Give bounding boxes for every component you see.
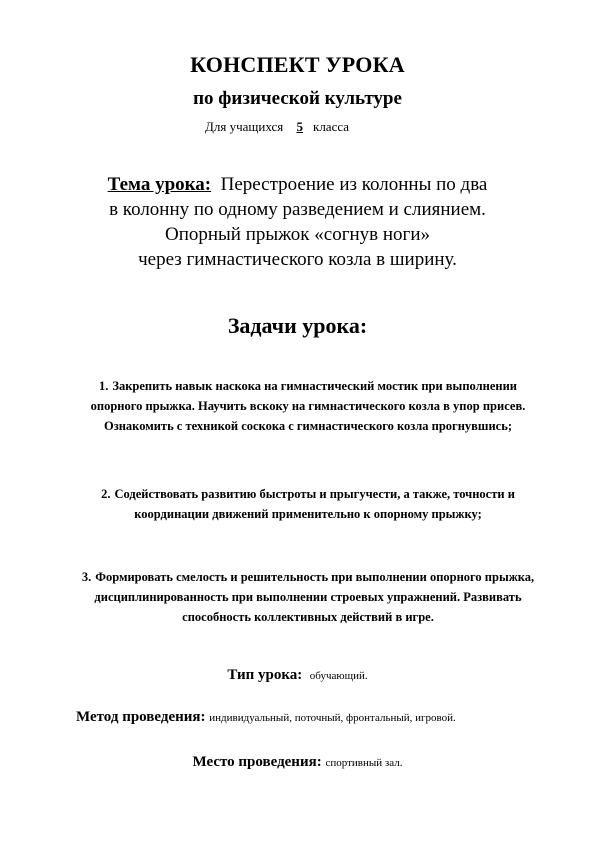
topic-label: Тема урока:	[107, 174, 212, 195]
task-text: Содействовать развитию быстроты и прыгучести, а также, точности и координации движений применительно к опорному прыжку;	[114, 487, 515, 521]
task-item-2	[78, 484, 538, 524]
task-text: Закрепить навык наскока на гимнастический мостик при выполнении опорного прыжка. Научить вскоку на гимнастического козла в упор присев. Ознакомить с техникой соскока с гимнастического козла прогнувшись;	[90, 379, 526, 433]
document-title: КОНСПЕКТ УРОКА	[190, 52, 405, 77]
lesson-method-value: индивидуальный, поточный, фронтальный, игровой.	[209, 712, 456, 724]
grade-line	[205, 119, 349, 135]
lesson-type-label: Тип урока:	[227, 667, 303, 683]
task-text: Формировать смелость и решительность при выполнении опорного прыжка, дисциплинированность при выполнении строевых упражнений. Развивать способность коллективных действий в игре.	[94, 570, 535, 624]
grade-prefix: Для учащихся	[205, 119, 284, 134]
lesson-method	[76, 709, 456, 726]
lesson-type	[0, 667, 595, 684]
topic-line-2: в колонну по одному разведением и слиянием.	[109, 199, 486, 220]
lesson-type-value: обучающий.	[309, 670, 368, 682]
lesson-place-value: спортивный зал.	[325, 757, 403, 769]
task-item-1	[78, 376, 538, 436]
grade-suffix: класса	[313, 119, 350, 134]
document-subtitle: по физической культуре	[193, 88, 402, 109]
topic-line-3: Опорный прыжок «согнув ноги»	[164, 224, 431, 245]
task-number: 3.	[81, 570, 92, 584]
topic-line-4: через гимнастического козла в ширину.	[138, 249, 457, 270]
lesson-topic	[0, 172, 595, 272]
lesson-place	[0, 754, 595, 771]
task-number: 1.	[99, 379, 109, 393]
task-number: 2.	[101, 487, 111, 501]
lesson-place-label: Место проведения:	[192, 754, 322, 770]
lesson-method-label: Метод проведения:	[76, 709, 206, 725]
task-item-3	[78, 567, 538, 627]
tasks-heading: Задачи урока:	[227, 313, 368, 338]
grade-number: 5	[296, 119, 303, 134]
topic-line-1: Перестроение из колонны по два	[220, 174, 488, 195]
